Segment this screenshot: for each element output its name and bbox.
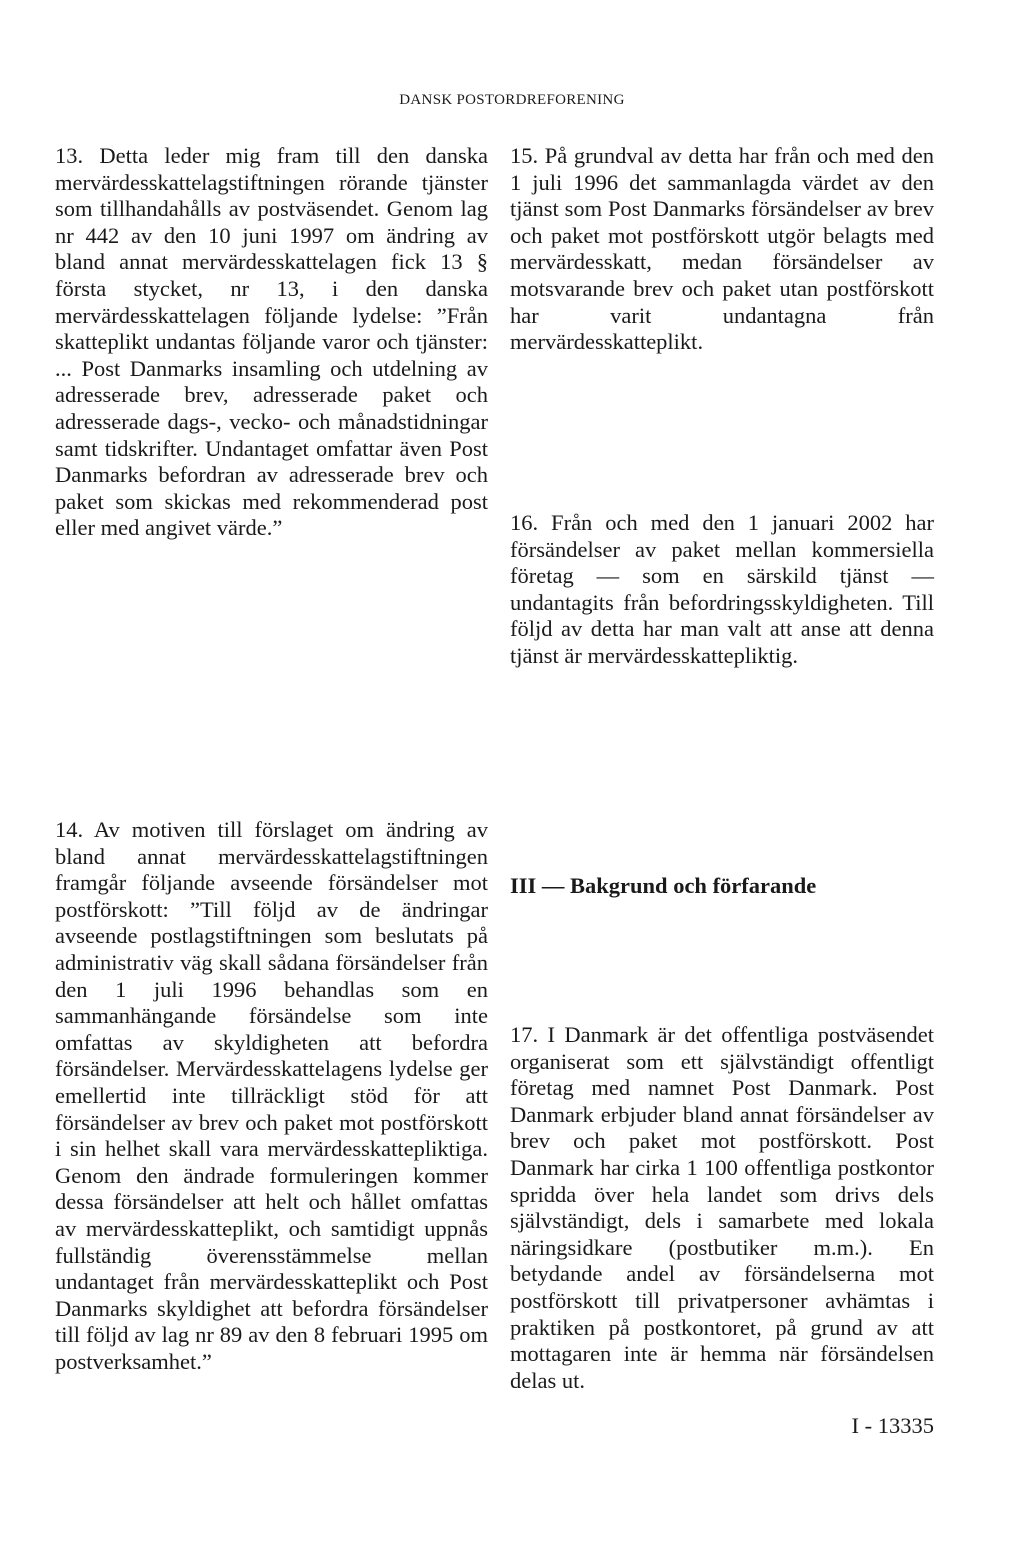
running-header: DANSK POSTORDREFORENING xyxy=(399,92,625,108)
paragraph-14: 14. Av motiven till förslaget om ändring av bland annat mervärdesskattelagstiftningen framgår följande avseende försändelser mot postförskott: ”Till följd av de ändringar avseende postlagstiftningen som beslutats på administrativ väg skall sådana försändelser från den 1 juli 1996 behandlas som en sammanhängande försändelse som inte omfattas av skyldigheten att befordra försändelser. Mervärdesskattelagens lydelse ger emellertid inte tillräckligt stöd för att försändelser av brev och paket mot postförskott i sin helhet skall vara mervärdesskattepliktiga. Genom den ändrade formuleringen kommer dessa försändelser att helt och hållet omfattas av mervärdesskatteplikt, och samtidigt uppnås fullständig överensstämmelse mellan undantaget från mervärdesskatteplikt och Post Danmarks skyldighet att befordra försändelser till följd av lag nr 89 av den 8 februari 1995 om postverksamhet.” xyxy=(55,817,488,1374)
paragraph-17: 17. I Danmark är det offentliga postväsendet organiserat som ett självständigt offentligt företag med namnet Post Danmark. Post Danmark erbjuder bland annat försändelser av brev och paket mot postförskott. Post Danmark har cirka 1 100 offentliga postkontor spridda över hela landet som drivs dels självständigt, dels i samarbete med lokala näringsidkare (postbutiker m.m.). En betydande andel av försändelserna mot postförskott till privatpersoner avhämtas i praktiken på postkontoret, på grund av att mottagaren inte är hemma när försändelsen delas ut. xyxy=(510,1022,934,1393)
paragraph-16: 16. Från och med den 1 januari 2002 har försändelser av paket mellan kommersiella företag — som en särskild tjänst — undantagits från befordringsskyldigheten. Till följd av detta har man valt att anse att denna tjänst är mervärdesskattepliktig. xyxy=(510,510,934,668)
paragraph-13: 13. Detta leder mig fram till den danska mervärdesskattelagstiftningen rörande tjänster som tillhandahålls av postväsendet. Genom lag nr 442 av den 10 juni 1997 om ändring av bland annat mervärdesskattelagen fick 13 § första stycket, nr 13, i den danska mervärdesskattelagen följande lydelse: ”Från skatteplikt undantas följande varor och tjänster: ... Post Danmarks insamling och utdelning av adresserade brev, adresserade paket och adresserade dags-, vecko- och månadstidningar samt tidskrifter. Undantaget omfattar även Post Danmarks befordran av adresserade brev och paket som skickas med rekommenderad post eller med angivet värde.” xyxy=(55,143,488,541)
page-number: I - 13335 xyxy=(851,1413,934,1438)
paragraph-15: 15. På grundval av detta har från och med den 1 juli 1996 det sammanlagda värdet av den tjänst som Post Danmarks försändelser av brev och paket mot postförskott utgör belagts med mervärdesskatt, medan försändelser av motsvarande brev och paket utan postförskott har varit undantagna från mervärdesskatteplikt. xyxy=(510,143,934,355)
section-heading: III — Bakgrund och förfarande xyxy=(510,873,817,898)
